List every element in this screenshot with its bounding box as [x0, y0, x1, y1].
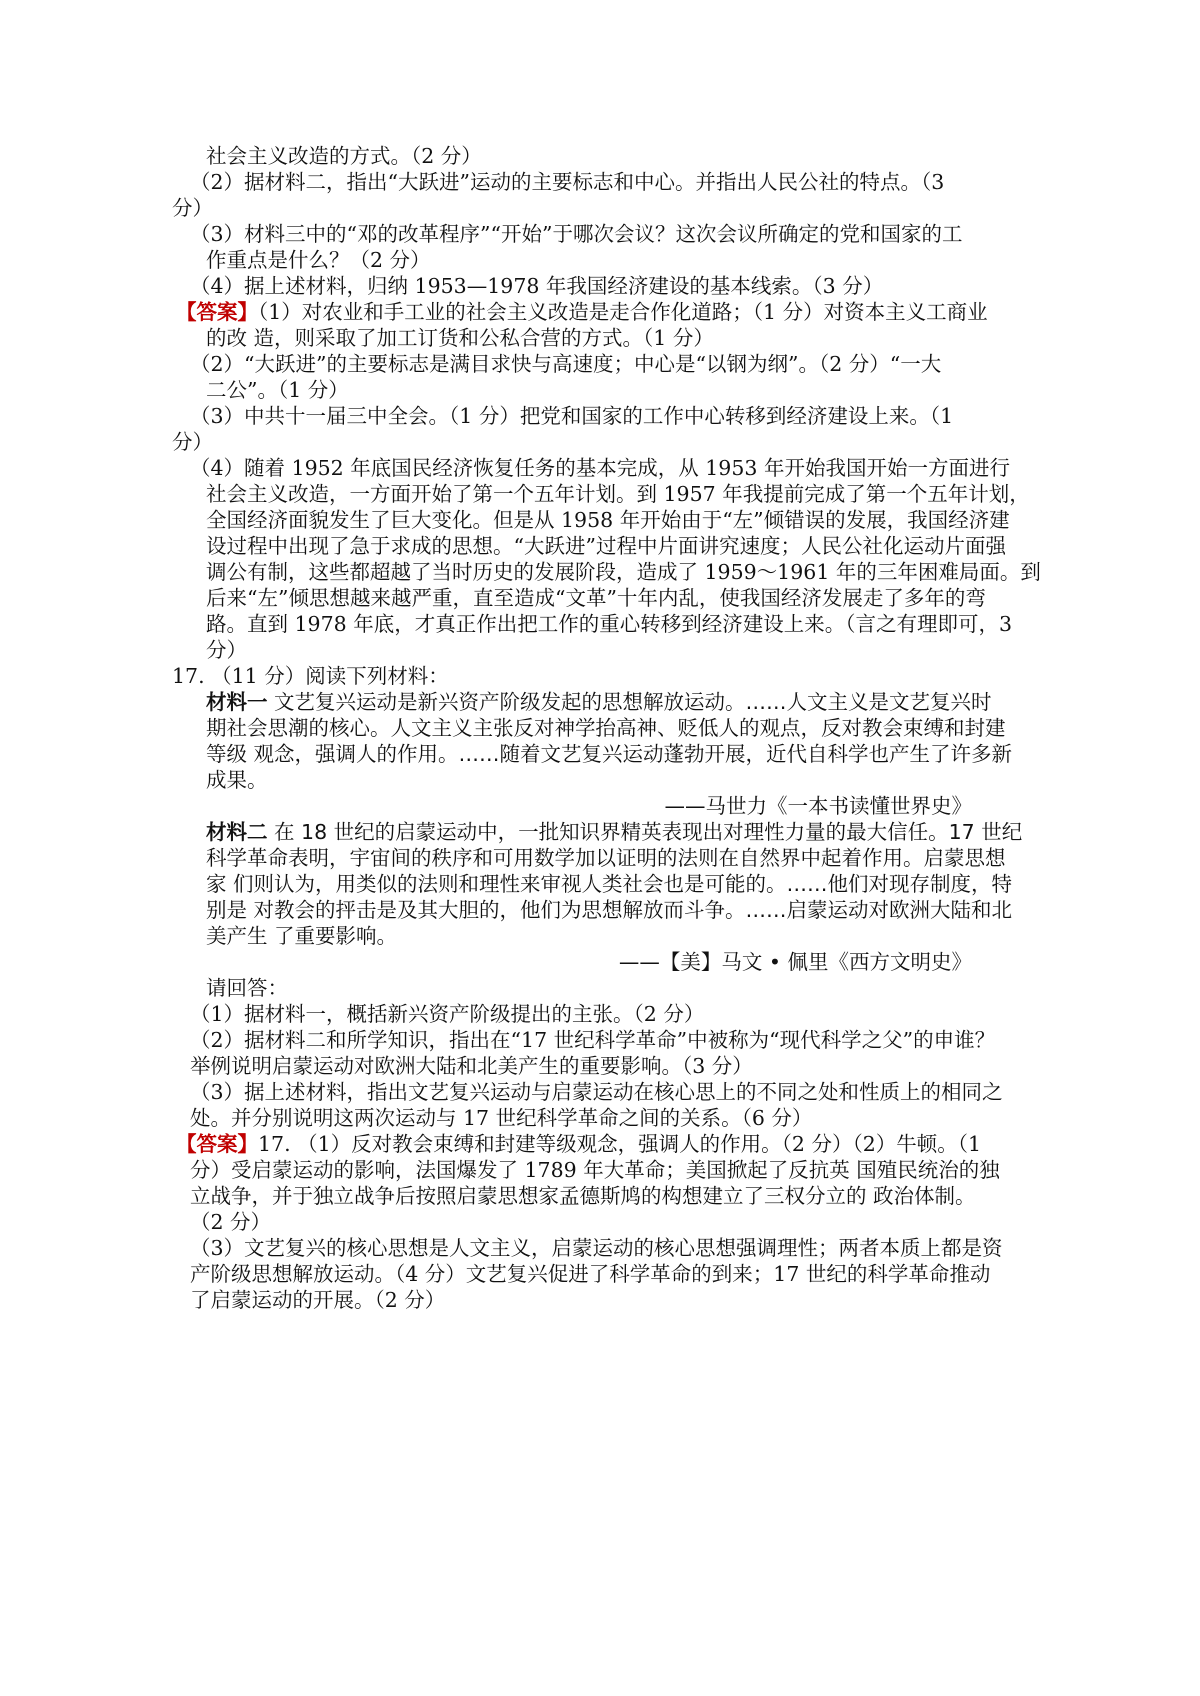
answer-17-line-7: 了启蒙运动的开展。（2 分）	[190, 1288, 446, 1312]
material-1-line-4: 成果。	[206, 768, 268, 792]
material-2-source: ——【美】马文 • 佩里《西方文明史》	[618, 950, 972, 974]
answer-tag: 【答案】	[176, 1132, 258, 1156]
answer-tag: 【答案】	[176, 300, 258, 324]
answer-16-line-5: （3）中共十一届三中全会。（1 分）把党和国家的工作中心转移到经济建设上来。（1	[190, 404, 954, 428]
answer-16-line-9: 全国经济面貌发生了巨大变化。但是从 1958 年开始由于“左”倾错误的发展，我国经济建	[206, 508, 1010, 532]
q16-sub2-cont: 分）	[172, 196, 213, 220]
answer-16-line-3: （2）“大跃进”的主要标志是满目求快与高速度；中心是“以钢为纲”。（2 分）“一大	[190, 352, 942, 376]
material-1-line-2: 期社会思潮的核心。人文主义主张反对神学抬高神、贬低人的观点，反对教会束缚和封建	[206, 716, 1006, 740]
q16-sub4: （4）据上述材料，归纳 1953—1978 年我国经济建设的基本线索。（3 分）	[190, 274, 884, 298]
material-2-label: 材料二	[206, 820, 268, 844]
material-1-line-1: 材料一 文艺复兴运动是新兴资产阶级发起的思想解放运动。……人文主义是文艺复兴时	[206, 690, 992, 714]
answer-17-line-4: （2 分）	[190, 1210, 272, 1234]
answer-16-line-11: 调公有制，这些都超越了当时历史的发展阶段，造成了 1959～1961 年的三年困难局面。到	[206, 560, 1041, 584]
material-2-line-5: 美产生 了重要影响。	[206, 924, 398, 948]
q17-sub2-cont: 举例说明启蒙运动对欧洲大陆和北美产生的重要影响。（3 分）	[190, 1054, 753, 1078]
answer-16-line-12: 后来“左”倾思想越来越严重，直至造成“文革”十年内乱，使我国经济发展走了多年的弯	[206, 586, 986, 610]
answer-16-line-14: 分）	[206, 638, 247, 662]
answer-16-line-4: 二公”。（1 分）	[206, 378, 349, 402]
material-1-label: 材料一	[206, 690, 268, 714]
material-2-line-4: 别是 对教会的抨击是及其大胆的，他们为思想解放而斗争。……启蒙运动对欧洲大陆和北	[206, 898, 1013, 922]
q17-prompt: 请回答：	[206, 976, 288, 1000]
answer-17-line-6: 产阶级思想解放运动。（4 分）文艺复兴促进了科学革命的到来；17 世纪的科学革命推动	[190, 1262, 991, 1286]
answer-16-line-13: 路。直到 1978 年底，才真正作出把工作的重心转移到经济建设上来。（言之有理即可，3	[206, 612, 1012, 636]
answer-16-line-2: 的改 造，则采取了加工订货和公私合营的方式。（1 分）	[206, 326, 714, 350]
material-2-line-1: 材料二 在 18 世纪的启蒙运动中，一批知识界精英表现出对理性力量的最大信任。17 世纪	[206, 820, 1023, 844]
q17-sub3-cont: 处。并分别说明这两次运动与 17 世纪科学革命之间的关系。（6 分）	[190, 1106, 813, 1130]
answer-16-line-6: 分）	[172, 430, 213, 454]
material-2-line-2: 科学革命表明，宇宙间的秩序和可用数学加以证明的法则在自然界中起着作用。启蒙思想	[206, 846, 1006, 870]
answer-17-line-2: 分）受启蒙运动的影响，法国爆发了 1789 年大革命；美国掀起了反抗英 国殖民统治的独	[190, 1158, 1000, 1182]
answer-16-line-7: （4）随着 1952 年底国民经济恢复任务的基本完成，从 1953 年开始我国开始一方面进行	[190, 456, 1010, 480]
q16-sub3: （3）材料三中的“邓的改革程序”“开始”于哪次会议？这次会议所确定的党和国家的工	[190, 222, 963, 246]
answer-16-line-10: 设过程中出现了急于求成的思想。“大跃进”过程中片面讲究速度；人民公社化运动片面强	[206, 534, 1006, 558]
material-1-line-3: 等级 观念，强调人的作用。……随着文艺复兴运动蓬勃开展，近代自科学也产生了许多新	[206, 742, 1013, 766]
q17-heading: 17. （11 分）阅读下列材料：	[172, 664, 449, 688]
answer-17-line-5: （3）文艺复兴的核心思想是人文主义，启蒙运动的核心思想强调理性；两者本质上都是资	[190, 1236, 1003, 1260]
answer-16-line-8: 社会主义改造，一方面开始了第一个五年计划。到 1957 年我提前完成了第一个五年计划，	[206, 482, 1030, 506]
q16-tail-line: 社会主义改造的方式。（2 分）	[206, 144, 482, 168]
material-1-source: ——马世力《一本书读懂世界史》	[664, 794, 972, 818]
q17-sub3: （3）据上述材料，指出文艺复兴运动与启蒙运动在核心思上的不同之处和性质上的相同之	[190, 1080, 1003, 1104]
answer-16-line-1: 【答案】（1）对农业和手工业的社会主义改造是走合作化道路；（1 分）对资本主义工商业	[176, 300, 988, 324]
q16-sub3-cont: 作重点是什么？（2 分）	[206, 248, 431, 272]
q17-sub1: （1）据材料一，概括新兴资产阶级提出的主张。（2 分）	[190, 1002, 705, 1026]
answer-17-line-1: 【答案】17. （1）反对教会束缚和封建等级观念，强调人的作用。（2 分）（2）牛顿。（1	[176, 1132, 982, 1156]
q16-sub2: （2）据材料二，指出“大跃进”运动的主要标志和中心。并指出人民公社的特点。（3	[190, 170, 945, 194]
answer-17-line-3: 立战争，并于独立战争后按照启蒙思想家孟德斯鸠的构想建立了三权分立的 政治体制。	[190, 1184, 976, 1208]
q17-sub2: （2）据材料二和所学知识，指出在“17 世纪科学革命”中被称为“现代科学之父”的申谁？	[190, 1028, 996, 1052]
material-2-line-3: 家 们则认为，用类似的法则和理性来审视人类社会也是可能的。……他们对现存制度，特	[206, 872, 1013, 896]
